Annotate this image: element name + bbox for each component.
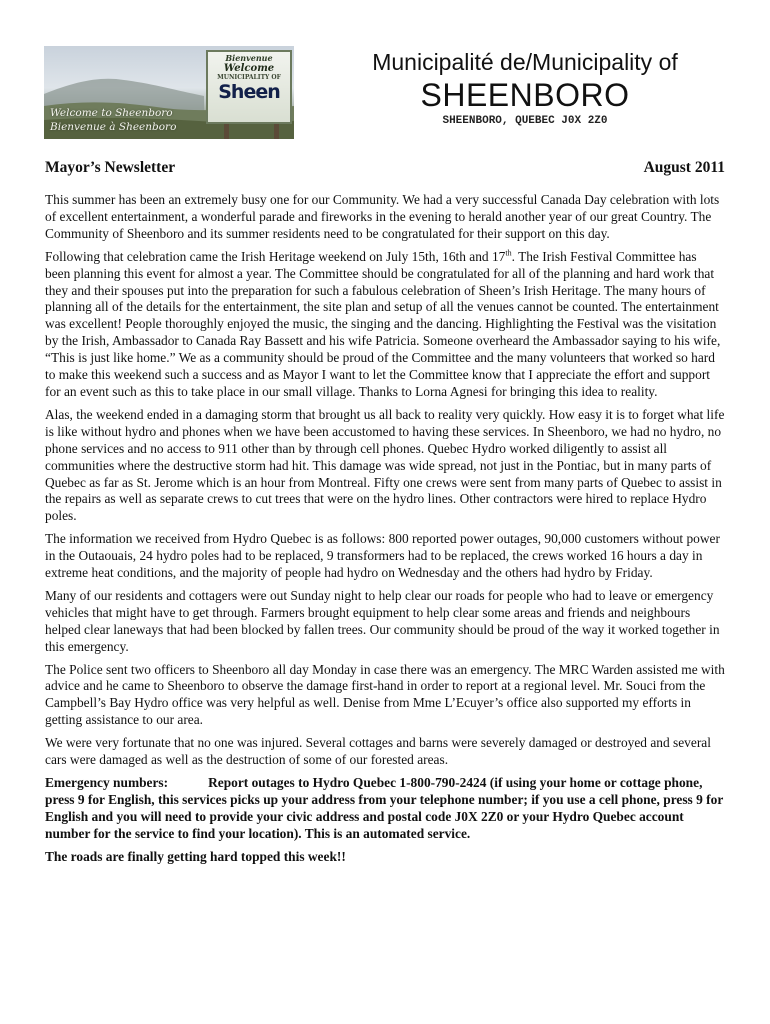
sign-name: Sheen: [218, 81, 280, 103]
paragraph-closing: The roads are finally getting hard topped this week!!: [45, 848, 346, 864]
newsletter-date: August 2011: [643, 159, 725, 176]
paragraph-storm: Alas, the weekend ended in a damaging storm that brought us all back to reality very quickly. How easy it is to forget what life is like without hydro and phones when we have been accustomed to having these services. In Sheenboro, we had no hydro, no phone services and no access to 911 other than by through cell phones. Quebec Hydro worked diligently to assist all communities where the destructive storm had hit. This damage was wide spread, not just in the Pontiac, but in many parts of Quebec as far as St. Jerome which is an hour from Montreal. Fifty one crews were sent from many parts of Quebec to assist in the repairs as well as separate crews to cut trees that were on the hydro lines. Other contractors were hired to replace Hydro poles.: [45, 406, 725, 524]
sign-municipality: MUNICIPALITY OF: [217, 74, 281, 81]
emergency-text: Report outages to Hydro Quebec 1-800-790-2424 (if using your home or cottage phone, press 9 for English, this services picks up your address from your telephone number; if you use a cell phone, press 9 for English and you will need to provide your civic address and postal code J0X 2Z0 or your Hydro Quebec account number for the service to find your location). This is an automated service.: [45, 775, 724, 841]
paragraph-hydro-info: The information we received from Hydro Quebec is as follows: 800 reported power outages, 90,000 customers without power in the Outaouais, 24 hydro poles had to be replaced, 9 transformers had to be replaced, the crews worked 16 hours a day in extreme heat conditions, and the majority of people had hydro on Wednesday and the others had hydro by Friday.: [45, 531, 720, 581]
ordinal-suffix: th: [505, 248, 512, 258]
sign-post-right: [274, 124, 279, 139]
paragraph-emergency-numbers: [45, 775, 725, 843]
sign-bienvenue: Bienvenue: [225, 53, 273, 63]
municipality-heading: Municipalité de/Municipality of: [372, 49, 678, 75]
municipality-name: SHEENBORO: [420, 77, 630, 113]
sign-welcome: Welcome: [223, 63, 275, 74]
newsletter-body: [45, 192, 725, 872]
newsletter-subheading: [45, 159, 725, 177]
municipality-address: SHEENBORO, QUEBEC J0X 2Z0: [442, 115, 608, 127]
paragraph-no-injuries: We were very fortunate that no one was injured. Several cottages and barns were severely damaged or destroyed and several cars were damaged as well as the destruction of some of our forested areas.: [45, 735, 711, 768]
paragraph-police: The Police sent two officers to Sheenboro all day Monday in case there was an emergency. The MRC Warden assisted me with advice and he came to Sheenboro to observe the damage first-hand in order to report at a regional level. Mr. Souci from the Campbell’s Bay Hydro office was very helpful as well. Denise from Mme L’Ecuyer’s office also supported my efforts in getting assistance to our area.: [45, 661, 725, 728]
newsletter-title: Mayor’s Newsletter: [45, 159, 176, 176]
irish-heritage-text-end: . The Irish Festival Committee has been planning this event for almost a year. The Committee should be congratulated for all of the planning and hard work that they and their spouses put into the preparation for such a fabulous celebration of Sheen’s Irish Heritage. The many hours of planning all of the details for the entertainment, the site plan and setup of all the venues cannot be counted. The entertainment was excellent! People thoroughly enjoyed the music, the singing and the dancing. Highlighting the Festival was the visitation by the Irish, Ambassador to Canada Ray Bassett and his wife Patricia. Someone overheard the Ambassador saying to his wife, “This is just like home.” We as a community should be proud of the Committee and the many volunteers that worked so hard to make this weekend such a success and as Mayor I want to let the Committee know that I appreciate the effort and support for an event such as this to take place in our small village. Thanks to Lorna Agnesi for bringing this idea to reality.: [45, 248, 721, 399]
photo-caption-french: Bienvenue à Sheenboro: [50, 121, 177, 133]
emergency-label: Emergency numbers:: [45, 775, 169, 790]
paragraph-canada-day: This summer has been an extremely busy one for our Community. We had a very successful Canada Day celebration with lots of excellent entertainment, a wonderful parade and fireworks in the evening to herald another year of our great Country. The Community of Sheenboro and its summer residents need to be congratulated for their support on this day.: [45, 192, 720, 241]
welcome-sign: [206, 50, 292, 124]
welcome-sign-photo: [44, 46, 294, 139]
paragraph-irish-heritage: [45, 249, 725, 401]
sign-post-left: [224, 124, 229, 139]
irish-heritage-text-start: Following that celebration came the Irish Heritage weekend on July 15th, 16th and 17: [45, 248, 506, 264]
photo-caption-english: Welcome to Sheenboro: [50, 107, 173, 119]
paragraph-residents-help: Many of our residents and cottagers were out Sunday night to help clear our roads for people who had to leave or emergency vehicles that might have to get through. Farmers brought equipment to help clear some areas and friends and neighbours helped clear laneways that had been blocked by fallen trees. Our community should be proud of the way it worked together in this emergency.: [45, 587, 720, 654]
